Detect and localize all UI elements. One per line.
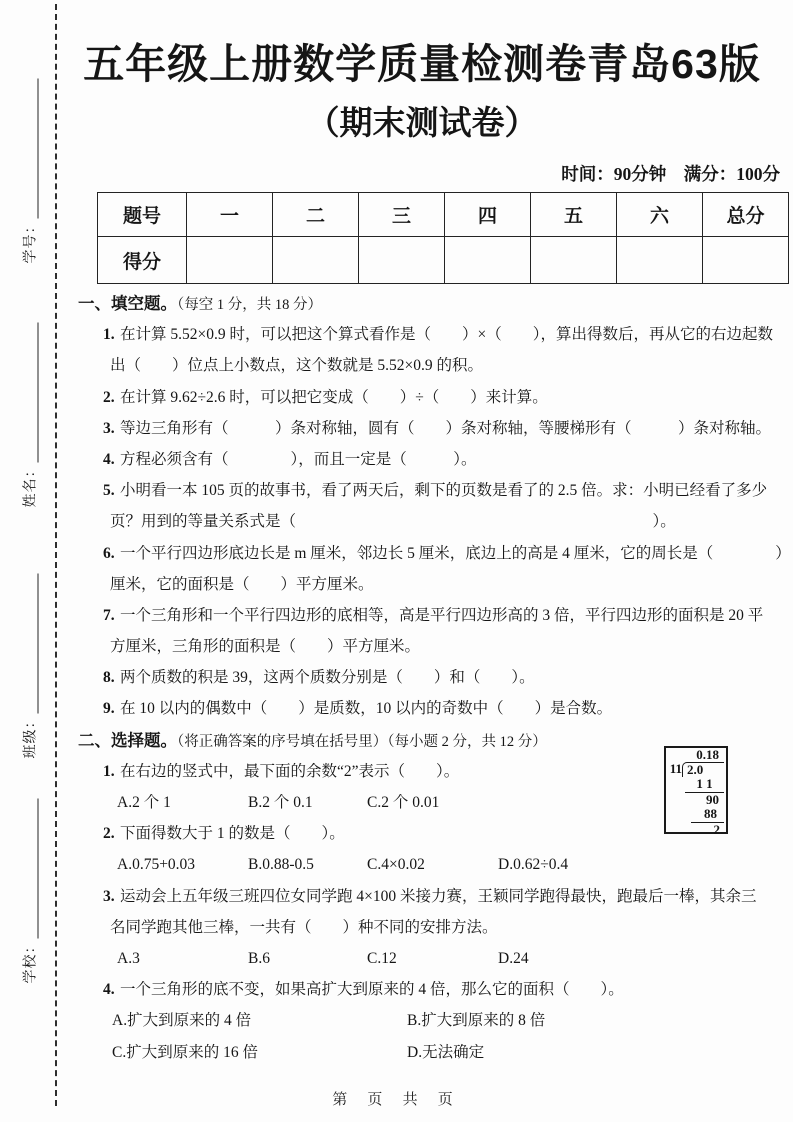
division-step-3: 88 bbox=[691, 807, 724, 823]
option-d: D.0.62÷0.4 bbox=[498, 856, 569, 874]
choice-question-4-options-row2 bbox=[60, 1037, 793, 1068]
choice-question-3-cont bbox=[60, 912, 793, 943]
option-c: C.扩大到原来的 16 倍 bbox=[112, 1043, 258, 1061]
division-dividend: 2.0 bbox=[682, 762, 724, 777]
division-main-row bbox=[666, 762, 726, 777]
option-b: B.6 bbox=[248, 949, 270, 967]
score-table-header-cell: 六 bbox=[617, 193, 703, 237]
student-id-field bbox=[20, 79, 42, 264]
sidebar-divider-dashed-line bbox=[55, 4, 57, 1106]
page-title: 五年级上册数学质量检测卷青岛63版 bbox=[83, 41, 761, 87]
score-cell-empty bbox=[703, 237, 789, 284]
student-name-blank-line bbox=[34, 323, 39, 463]
question-text: 页？用到的等量关系式是（ ）。 bbox=[110, 513, 676, 531]
option-a: A.3 bbox=[117, 949, 140, 967]
question-number: 4. bbox=[103, 450, 115, 468]
question-text: 小明看一本 105 页的故事书，看了两天后，剩下的页数是看了的 2.5 倍。求：小明已经看了多少 bbox=[120, 482, 768, 500]
fill-question-9 bbox=[60, 693, 793, 724]
option-a: A.扩大到原来的 4 倍 bbox=[112, 1012, 252, 1030]
fill-question-6-cont bbox=[60, 569, 793, 600]
division-remainder: 2 bbox=[713, 822, 720, 837]
score-cell-empty bbox=[617, 237, 703, 284]
section1-title: 一、填空题。 bbox=[78, 294, 177, 313]
choice-question-4-options-row1 bbox=[60, 1005, 793, 1036]
question-text: 在 10 以内的偶数中（ ）是质数，10 以内的奇数中（ ）是合数。 bbox=[120, 700, 613, 718]
page-subtitle: （期末测试卷） bbox=[306, 104, 538, 141]
question-text: 两个质数的积是 39，这两个质数分别是（ ）和（ ）。 bbox=[120, 669, 535, 687]
section1-header bbox=[60, 288, 793, 319]
fill-question-2 bbox=[60, 382, 793, 413]
fill-question-5-cont bbox=[60, 506, 793, 537]
option-c: C.12 bbox=[367, 949, 397, 967]
option-a: A.0.75+0.03 bbox=[117, 856, 196, 874]
student-name-label: 姓名： bbox=[23, 462, 39, 508]
option-b: B.0.88-0.5 bbox=[248, 856, 314, 874]
score-table-header-cell: 一 bbox=[187, 193, 273, 237]
page-footer: 第 页 共 页 bbox=[332, 1091, 461, 1108]
division-step-1: 1 1 bbox=[685, 777, 724, 793]
question-text: 名同学跑其他三棒，一共有（ ）种不同的安排方法。 bbox=[110, 918, 498, 936]
school-label: 学校： bbox=[23, 938, 39, 984]
long-division-figure bbox=[664, 746, 728, 837]
question-number: 1. bbox=[103, 326, 115, 344]
question-text: 运动会上五年级三班四位女同学跑 4×100 米接力赛，王颖同学跑得最快，跑最后一棒，其余三 bbox=[120, 887, 757, 905]
option-b: B.2 个 0.1 bbox=[248, 794, 313, 811]
score-row-label: 得分 bbox=[98, 237, 187, 284]
option-c: C.4×0.02 bbox=[367, 856, 425, 874]
score-table-header-cell: 五 bbox=[531, 193, 617, 237]
fill-question-7-cont bbox=[60, 631, 793, 662]
question-text: 下面得数大于 1 的数是（ ）。 bbox=[120, 825, 345, 843]
school-field bbox=[20, 799, 42, 984]
fill-question-1-cont bbox=[60, 350, 793, 381]
score-cell-empty bbox=[273, 237, 359, 284]
section2-note: （将正确答案的序号填在括号里）（每小题 2 分，共 12 分） bbox=[177, 733, 547, 750]
score-table-header-row bbox=[98, 193, 789, 237]
student-id-blank-line bbox=[34, 79, 39, 219]
score-table-header-cell: 题号 bbox=[98, 193, 187, 237]
question-number: 2. bbox=[103, 825, 115, 843]
question-text: 方程必须含有（ ），而且一定是（ ）。 bbox=[120, 450, 477, 468]
fill-question-3 bbox=[60, 413, 793, 444]
question-text: 在右边的竖式中，最下面的余数“2”表示（ ）。 bbox=[120, 762, 460, 780]
student-id-label: 学号： bbox=[23, 218, 39, 264]
question-text: 在计算 9.62÷2.6 时，可以把它变成（ ）÷（ ）来计算。 bbox=[120, 388, 548, 406]
option-a: A.2 个 1 bbox=[117, 794, 171, 811]
question-number: 3. bbox=[103, 419, 115, 437]
choice-question-2-options bbox=[60, 849, 793, 880]
question-number: 7. bbox=[103, 606, 115, 624]
score-table-header-cell: 三 bbox=[359, 193, 445, 237]
score-cell-empty bbox=[531, 237, 617, 284]
fill-question-7 bbox=[60, 600, 793, 631]
option-d: D.24 bbox=[498, 949, 529, 967]
question-text: 方厘米，三角形的面积是（ ）平方厘米。 bbox=[110, 638, 421, 656]
fill-question-6 bbox=[60, 538, 793, 569]
question-number: 9. bbox=[103, 700, 115, 718]
choice-question-3-options bbox=[60, 943, 793, 974]
score-table-header-cell: 四 bbox=[445, 193, 531, 237]
option-b: B.扩大到原来的 8 倍 bbox=[407, 1012, 546, 1030]
fill-question-5 bbox=[60, 475, 793, 506]
choice-question-3 bbox=[60, 881, 793, 912]
option-d: D.无法确定 bbox=[407, 1043, 485, 1061]
section2-title: 二、选择题。 bbox=[78, 730, 177, 750]
score-cell-empty bbox=[359, 237, 445, 284]
question-text: 在计算 5.52×0.9 时，可以把这个算式看作是（ ）×（ ），算出得数后，再从它的右边起数 bbox=[120, 326, 773, 344]
score-table-header-cell: 总分 bbox=[703, 193, 789, 237]
score-table bbox=[97, 192, 789, 284]
class-label: 班级： bbox=[23, 713, 39, 759]
division-divisor: 11 bbox=[669, 761, 682, 776]
question-text: 出（ ）位点上小数点，这个数就是 5.52×0.9 的积。 bbox=[110, 357, 483, 375]
score-table-score-row bbox=[98, 237, 789, 284]
question-number: 4. bbox=[103, 981, 115, 999]
score-table-header-cell: 二 bbox=[273, 193, 359, 237]
section1-note: （每空 1 分，共 18 分） bbox=[177, 297, 322, 313]
score-cell-empty bbox=[445, 237, 531, 284]
fill-question-4 bbox=[60, 444, 793, 475]
division-step-2: 90 bbox=[706, 792, 719, 807]
time-score-info: 时间：90分钟 满分：100分 bbox=[561, 164, 780, 184]
question-text: 一个三角形和一个平行四边形的底相等，高是平行四边形高的 3 倍，平行四边形的面积是 20 平 bbox=[120, 606, 764, 624]
question-text: 一个平行四边形底边长是 m 厘米，邻边长 5 厘米，底边上的高是 4 厘米，它的周长是（ ） bbox=[120, 544, 791, 562]
class-blank-line bbox=[34, 574, 39, 714]
fill-question-8 bbox=[60, 662, 793, 693]
option-c: C.2 个 0.01 bbox=[367, 794, 440, 811]
fill-question-1 bbox=[60, 319, 793, 350]
question-number: 8. bbox=[103, 669, 115, 687]
question-text: 等边三角形有（ ）条对称轴，圆有（ ）条对称轴，等腰梯形有（ ）条对称轴。 bbox=[120, 419, 772, 437]
student-name-field bbox=[20, 323, 42, 508]
school-blank-line bbox=[34, 799, 39, 939]
class-field bbox=[20, 574, 42, 759]
question-text: 厘米，它的面积是（ ）平方厘米。 bbox=[110, 575, 374, 593]
question-number: 6. bbox=[103, 544, 115, 562]
question-area bbox=[60, 288, 793, 1068]
question-number: 5. bbox=[103, 482, 115, 500]
question-number: 3. bbox=[103, 887, 115, 905]
question-number: 1. bbox=[103, 762, 115, 780]
division-quotient: 0.18 bbox=[696, 747, 719, 762]
choice-question-4 bbox=[60, 974, 793, 1005]
question-text: 一个三角形的底不变，如果高扩大到原来的 4 倍，那么它的面积（ ）。 bbox=[120, 981, 624, 999]
score-cell-empty bbox=[187, 237, 273, 284]
question-number: 2. bbox=[103, 388, 115, 406]
